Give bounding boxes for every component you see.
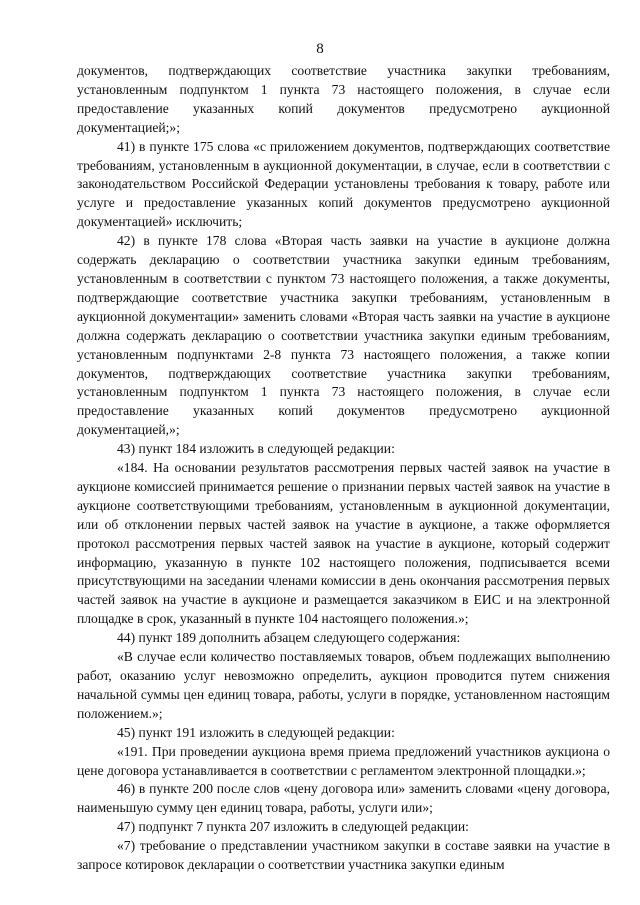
paragraph-continuation: документов, подтверждающих соответствие участника закупки требованиям, установленным подпунктом 1 пункта 73 настоящего положения, в случае если предоставление указанных копий документов предусмотрено аукционной документацией;»; — [77, 63, 610, 135]
page-number: 8 — [316, 41, 324, 57]
paragraph-item-42: 42) в пункте 178 слова «Вторая часть заявки на участие в аукционе должна содержать декларацию о соответствии участника закупки единым требованиям, установленным в соответствии с пунктом 73 настоящего положения, а также документы, подтверждающие соответствие участника закупки требованиям, установленным в аукционной документации» заменить словами «Вторая часть заявки на участие в аукционе должна содержать декларацию о соответствии участника закупки единым требованиям, установленным подпунктами 2-8 пункта 73 настоящего положения, а также копии документов, подтверждающих соответствие участника закупки требованиям, установленным подпунктом 1 пункта 73 настоящего положения, в случае если предоставление указанных копий документов предусмотрено аукционной документацией,»; — [77, 233, 610, 438]
document-body — [77, 62, 610, 875]
paragraph-item-41: 41) в пункте 175 слова «с приложением документов, подтверждающих соответствие требованиям, установленным в аукционной документации, в случае, если в соответствии с законодательством Российской Федерации установлены требования к товару, работе или услуге и предоставление указанных копий документов предусмотрено аукционной документацией» исключить; — [77, 138, 610, 230]
paragraph-item-45: 45) пункт 191 изложить в следующей редакции: — [117, 724, 395, 740]
paragraph-item-47: 47) подпункт 7 пункта 207 изложить в следующей редакции: — [117, 819, 469, 835]
paragraph-item-43: 43) пункт 184 изложить в следующей редакции: — [117, 441, 395, 457]
paragraph-quote-191: «191. При проведении аукциона время приема предложений участников аукциона о цене договора устанавливается в соответствии с регламентом электронной площадки.»; — [77, 743, 610, 778]
paragraph-quote-184: «184. На основании результатов рассмотрения первых частей заявок на участие в аукционе комиссией принимается решение о признании первых частей заявок на участие в аукционе соответствующими требованиям, установленным в аукционной документации, или об отклонении первых частей заявок на участие в аукционе, а также оформляется протокол рассмотрения первых частей заявок на участие в аукционе, который содержит информацию, указанную в пункте 102 настоящего положения, подписывается всеми присутствующими на заседании членами комиссии в день окончания рассмотрения первых частей заявок на участие в аукционе и размещается заказчиком в ЕИС и на электронной площадке в срок, указанный в пункте 104 настоящего положения.»; — [77, 460, 610, 627]
paragraph-quote-7: «7) требование о представлении участником закупки в составе заявки на участие в запросе котировок декларации о соответствии участника закупки единым — [77, 838, 610, 873]
paragraph-item-46: 46) в пункте 200 после слов «цену договора или» заменить словами «цену договора, наименьшую сумму цен единиц товара, работы, услуги или»; — [77, 781, 610, 816]
paragraph-item-44: 44) пункт 189 дополнить абзацем следующего содержания: — [117, 630, 461, 646]
paragraph-quote-189: «В случае если количество поставляемых товаров, объем подлежащих выполнению работ, оказанию услуг невозможно определить, аукцион проводится путем снижения начальной суммы цен единиц товара, работы, услуги в порядке, установленном настоящим положением.»; — [77, 649, 610, 721]
